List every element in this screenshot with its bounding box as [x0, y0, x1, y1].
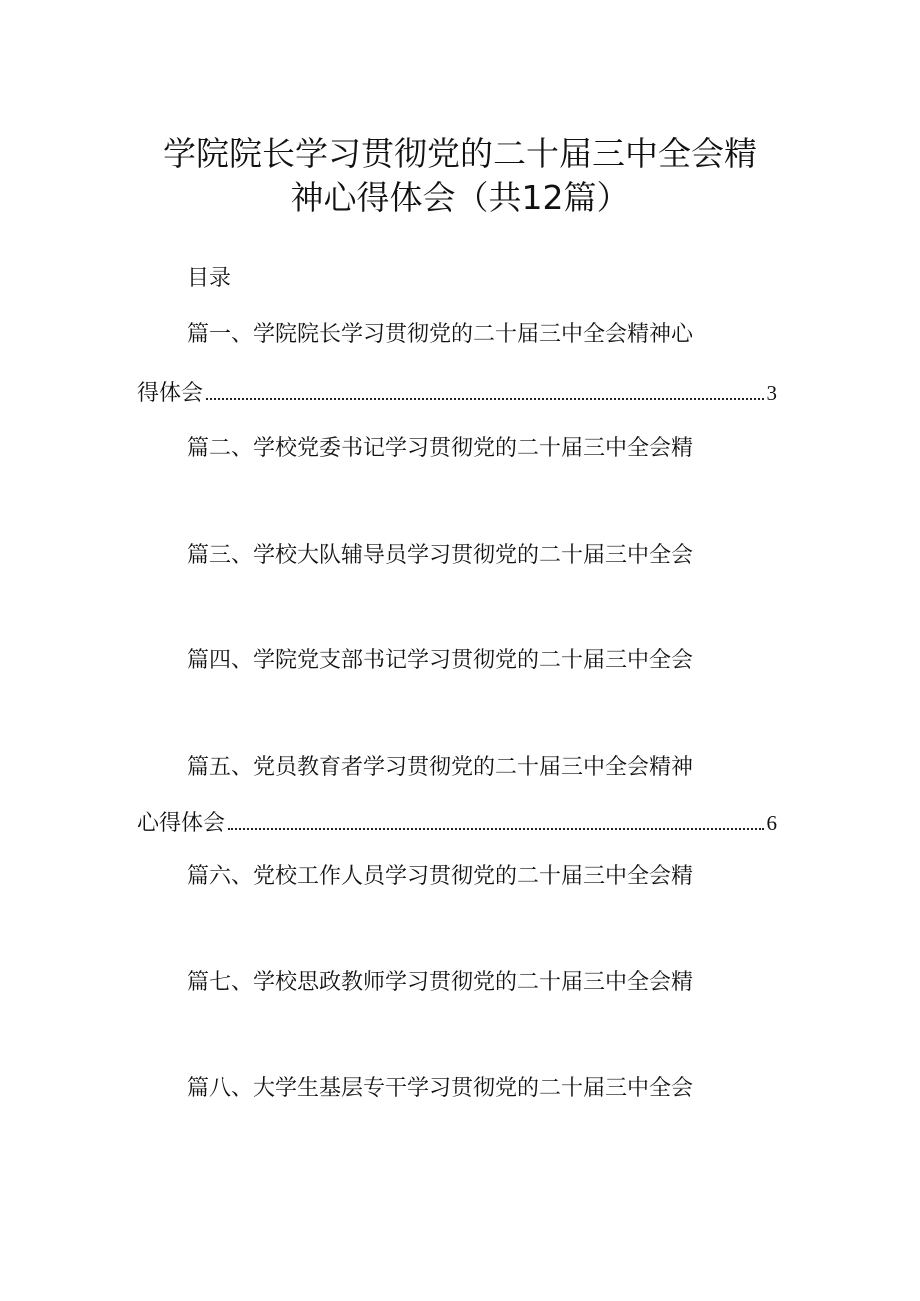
toc-entry-5-page-number: 6	[766, 811, 777, 835]
dot-leader	[206, 398, 763, 400]
toc-heading: 目录	[187, 266, 232, 291]
toc-entry-7[interactable]: 篇七、学校思政教师学习贯彻党的二十届三中全会精	[187, 970, 694, 995]
toc-entry-1-line2: 得体会	[137, 381, 204, 406]
toc-entry-5[interactable]: 篇五、党员教育者学习贯彻党的二十届三中全会精神	[187, 755, 694, 780]
toc-entry-5-line2: 心得体会	[137, 811, 226, 836]
toc-entry-1-page-number: 3	[766, 381, 777, 405]
toc-entry-8[interactable]: 篇八、大学生基层专干学习贯彻党的二十届三中全会	[187, 1076, 694, 1101]
toc-entry-6[interactable]: 篇六、党校工作人员学习贯彻党的二十届三中全会精	[187, 864, 694, 889]
toc-entry-1[interactable]: 篇一、学院院长学习贯彻党的二十届三中全会精神心	[187, 322, 694, 347]
document-title-line-1: 学院院长学习贯彻党的二十届三中全会精	[163, 134, 757, 173]
document-title-line-2: 神心得体会（共12篇）	[290, 178, 630, 217]
toc-entry-5-continuation[interactable]	[137, 808, 777, 839]
dot-leader	[228, 828, 763, 830]
toc-entry-4[interactable]: 篇四、学院党支部书记学习贯彻党的二十届三中全会	[187, 648, 694, 673]
toc-entry-2[interactable]: 篇二、学校党委书记学习贯彻党的二十届三中全会精	[187, 436, 694, 461]
toc-entry-3[interactable]: 篇三、学校大队辅导员学习贯彻党的二十届三中全会	[187, 543, 694, 568]
toc-entry-1-continuation[interactable]	[137, 378, 777, 409]
